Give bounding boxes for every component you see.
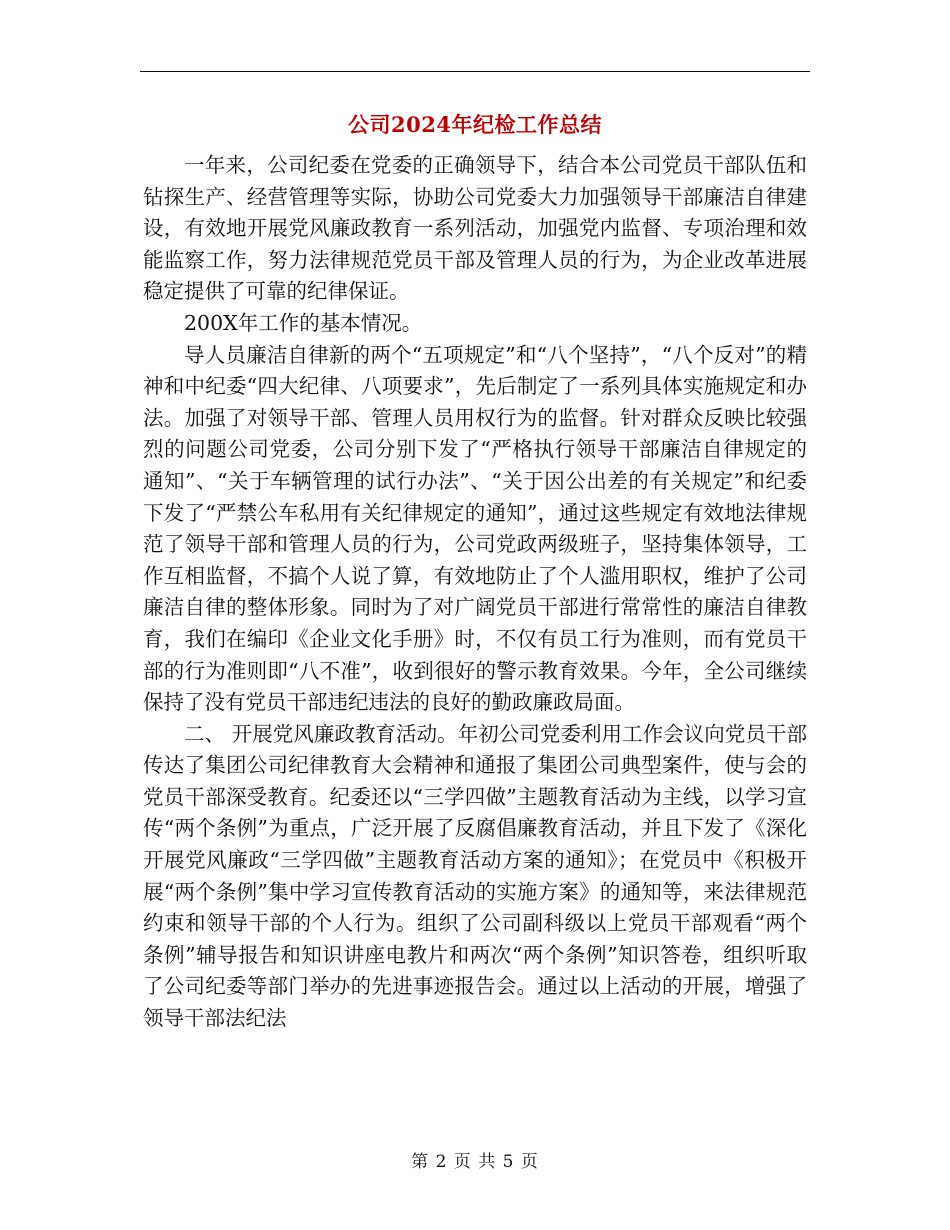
paragraph-education: 二、 开展党风廉政教育活动。年初公司党委利用工作会议向党员干部传达了集团公司纪律教育大会精神和通报了集团公司典型案件，使与会的党员干部深受教育。纪委还以“三学四做”主题教育活动为主线，以学习宣传“两个条例”为重点，广泛开展了反腐倡廉教育活动，并且下发了《深化开展党风廉政“三学四做”主题教育活动方案的通知》；在党员中《积极开展“两个条例”集中学习宣传教育活动的实施方案》的通知等，来法律规范约束和领导干部的个人行为。组织了公司副科级以上党员干部观看“两个条例”辅导报告和知识讲座电教片和两次“两个条例”知识答卷，组织听取了公司纪委等部门举办的先进事迹报告会。通过以上活动的开展，增强了领导干部法纪法 [143, 721, 807, 1031]
page-number-footer: 第 2 页 共 5 页 [411, 1152, 539, 1172]
header-rule [140, 71, 810, 72]
paragraph-intro: 一年来，公司纪委在党委的正确领导下，结合本公司党员干部队伍和钻探生产、经营管理等实际，协助公司党委大力加强领导干部廉洁自律建设，有效地开展党风廉政教育一系列活动，加强党内监督、专项治理和效能监察工作，努力法律规范党员干部及管理人员的行为，为企业改革进展稳定提供了可靠的纪律保证。 [143, 153, 807, 304]
document-title: 公司2024年纪检工作总结 [348, 112, 602, 137]
paragraph-section-heading: 200X年工作的基本情况。 [184, 310, 423, 335]
document-body [143, 150, 807, 1035]
paragraph-self-discipline: 导人员廉洁自律新的两个“五项规定”和“八个坚持”，“八个反对”的精神和中纪委“四大纪律、八项要求”，先后制定了一系列具体实施规定和办法。加强了对领导干部、管理人员用权行为的监督。针对群众反映比较强烈的问题公司党委，公司分别下发了“严格执行领导干部廉洁自律规定的通知”、“关于车辆管理的试行办法”、“关于因公出差的有关规定”和纪委下发了“严禁公车私用有关纪律规定的通知”，通过这些规定有效地法律规范了领导干部和管理人员的行为，公司党政两级班子，坚持集体领导，工作互相监督，不搞个人说了算，有效地防止了个人滥用职权，维护了公司廉洁自律的整体形象。同时为了对广阔党员干部进行常常性的廉洁自律教育，我们在编印《企业文化手册》时，不仅有员工行为准则，而有党员干部的行为准则即“八不准”，收到很好的警示教育效果。今年，全公司继续保持了没有党员干部违纪违法的良好的勤政廉政局面。 [143, 342, 807, 715]
